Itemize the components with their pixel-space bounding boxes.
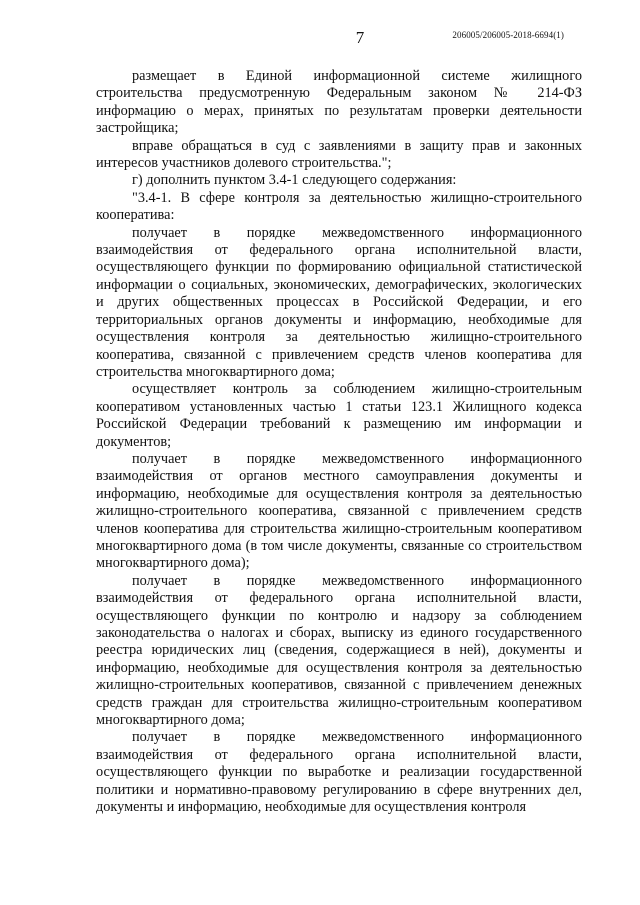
document-body (96, 68, 582, 816)
paragraph: получает в порядке межведомственного информационного взаимодействия от федерального органа исполнительной власти, осуществляющего функции по формированию официальной статистической информации о социальных, экономических, демографических, экологических и других общественных процессах в Российской Федерации, и его территориальных органов документы и информацию, необходимые для осуществления контроля за деятельностью жилищно-строительного кооператива, связанной с привлечением средств членов кооператива для строительства многоквартирного дома; (96, 224, 582, 380)
paragraph: получает в порядке межведомственного информационного взаимодействия от федерального органа исполнительной власти, осуществляющего функции по контролю и надзору за соблюдением законодательства о налогах и сборах, выписку из единого государственного реестра юридических лиц (сведения, содержащиеся в ней), документы и информацию, необходимые для осуществления контроля за деятельностью жилищно-строительных кооперативов, связанной с привлечением денежных средств граждан для строительства жилищно-строительным кооперативом многоквартирного дома; (96, 572, 582, 729)
paragraph: получает в порядке межведомственного информационного взаимодействия от федерального органа исполнительной власти, осуществляющего функции по выработке и реализации государственной политики и нормативно-правовому регулированию в сфере внутренних дел, документы и информацию, необходимые для осуществления контроля (96, 729, 582, 816)
paragraph: осуществляет контроль за соблюдением жилищно-строительным кооперативом установленных частью 1 статьи 123.1 Жилищного кодекса Российской Федерации требований к размещению им информации и документов; (96, 381, 582, 450)
document-code: 206005/206005-2018-6694(1) (452, 30, 564, 40)
paragraph: "3.4-1. В сфере контроля за деятельностью жилищно-строительного кооператива: (96, 189, 582, 224)
paragraph: вправе обращаться в суд с заявлениями в защиту прав и законных интересов участников долевого строительства."; (96, 137, 582, 172)
paragraph: г) дополнить пунктом 3.4-1 следующего содержания: (132, 172, 457, 189)
paragraph: размещает в Единой информационной системе жилищного строительства предусмотренную Федеральным законом № 214-ФЗ информацию о мерах, принятых по результатам проверки деятельности застройщика; (96, 68, 582, 137)
page-number: 7 (355, 28, 365, 47)
paragraph: получает в порядке межведомственного информационного взаимодействия от органов местного самоуправления документы и информацию, необходимые для осуществления контроля за деятельностью жилищно-строительного кооператива, связанной с привлечением средств членов кооператива для строительства жилищно-строительным кооперативом многоквартирного дома (в том числе документы, связанные со строительством многоквартирного дома); (96, 450, 582, 572)
